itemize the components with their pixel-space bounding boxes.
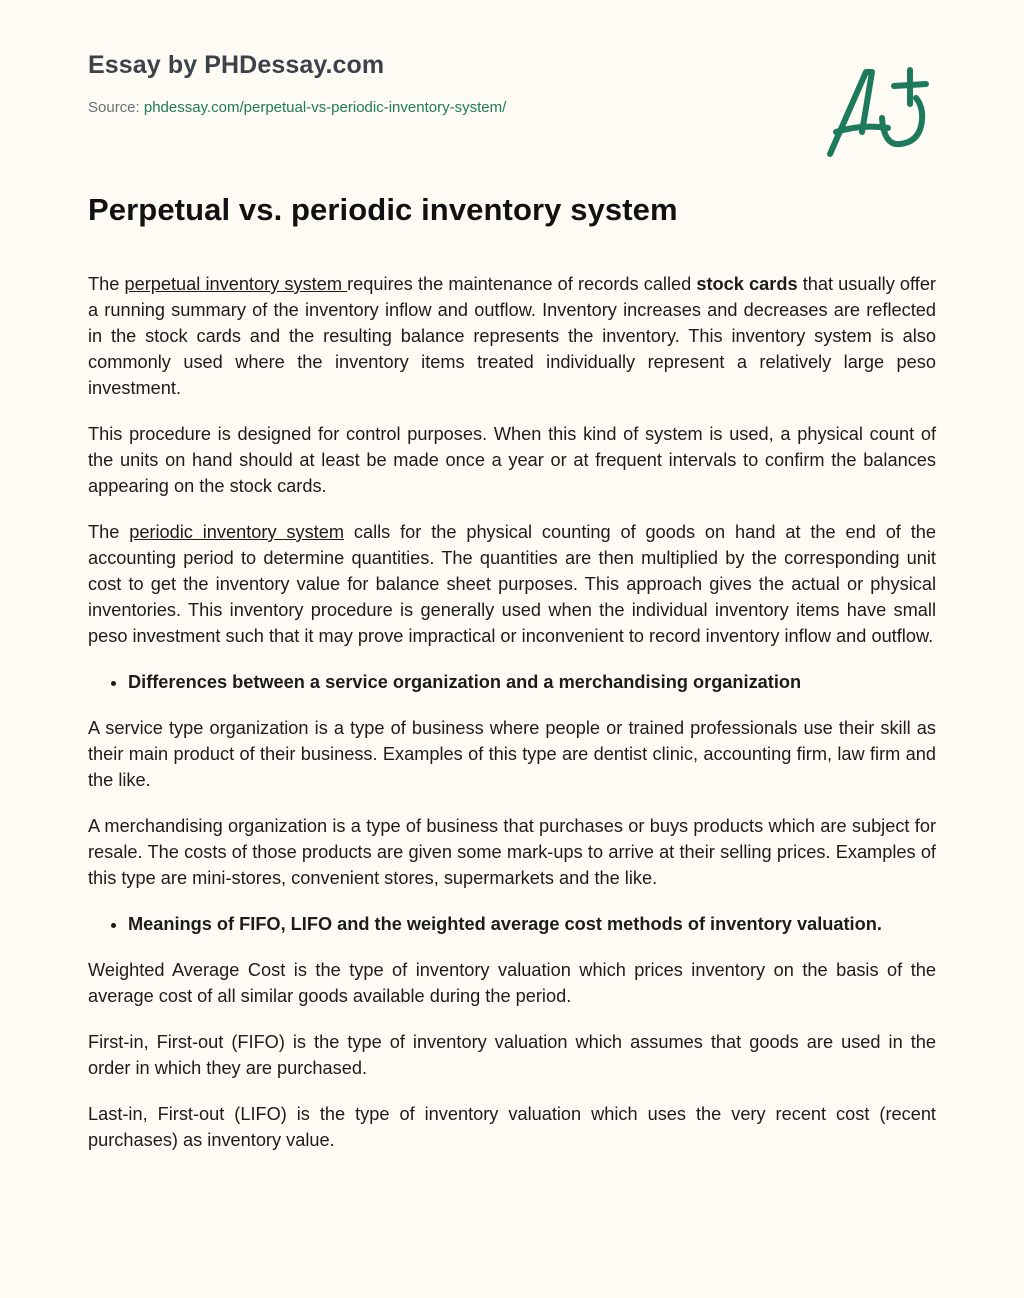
bullet-list-meanings — [88, 911, 936, 937]
text: The — [88, 274, 125, 294]
bullet-meanings: • Meanings of FIFO, LIFO and the weighted average cost methods of inventory valuation. — [128, 911, 936, 937]
paragraph-lifo: Last-in, First-out (LIFO) is the type of inventory valuation which uses the very recent cost (recent purchases) as inventory value. — [88, 1104, 936, 1150]
paragraph-merchandising-org: A merchandising organization is a type of business that purchases or buys products which are subject for resale. The costs of those products are given some mark-ups to arrive at their selling prices. Examples of this type are mini-stores, convenient stores, supermarkets and the like. — [88, 816, 936, 888]
a-plus-grade-icon — [822, 62, 932, 162]
site-header — [88, 48, 788, 118]
article-title: Perpetual vs. periodic inventory system — [88, 192, 678, 227]
paragraph-procedure: This procedure is designed for control purposes. When this kind of system is used, a physical count of the units on hand should at least be made once a year or at frequent intervals to confirm the balances appearing on the stock cards. — [88, 424, 936, 496]
bullet-differences: • Differences between a service organization and a merchandising organization — [128, 669, 936, 695]
paragraph-perpetual — [88, 271, 936, 401]
paragraph-weighted-average: Weighted Average Cost is the type of inventory valuation which prices inventory on the basis of the average cost of all similar goods available during the period. — [88, 960, 936, 1006]
site-brand: Essay by PHDessay.com — [88, 51, 385, 79]
bullet-list-differences — [88, 669, 936, 695]
perpetual-inventory-link[interactable]: perpetual inventory system — [124, 274, 348, 294]
source-link[interactable]: phdessay.com/perpetual-vs-periodic-inventory-system/ — [143, 99, 507, 116]
stock-cards-term: stock cards — [696, 274, 798, 294]
paragraph-periodic — [88, 519, 936, 649]
paragraph-fifo: First-in, First-out (FIFO) is the type of inventory valuation which assumes that goods are used in the order in which they are purchased. — [88, 1032, 936, 1078]
source-label: Source: — [88, 99, 140, 116]
text: requires the maintenance of records called — [347, 274, 697, 294]
text: The — [88, 522, 130, 542]
periodic-inventory-link[interactable]: periodic inventory system — [129, 522, 345, 542]
text: that usually offer a running summary of the inventory inflow and outflow. Inventory increases and decreases are reflected in the stock cards and the resulting balance represents the inventory. This inventory system is also commonly used where the inventory items treated individually represent a relatively large peso investment. — [88, 274, 936, 398]
text: calls for the physical counting of goods on hand at the end of the accounting period to determine quantities. The quantities are then multiplied by the corresponding unit cost to get the inventory value for balance sheet purposes. This approach gives the actual or physical inventories. This inventory procedure is generally used when the individual inventory items have small peso investment such that it may prove impractical or inconvenient to record inventory inflow and outflow. — [88, 522, 937, 646]
source-line — [88, 98, 788, 118]
article-body — [88, 271, 936, 1173]
paragraph-service-org: A service type organization is a type of business where people or trained professionals use their skill as their main product of their business. Examples of this type are dentist clinic, accounting firm, law firm and the like. — [88, 718, 936, 790]
